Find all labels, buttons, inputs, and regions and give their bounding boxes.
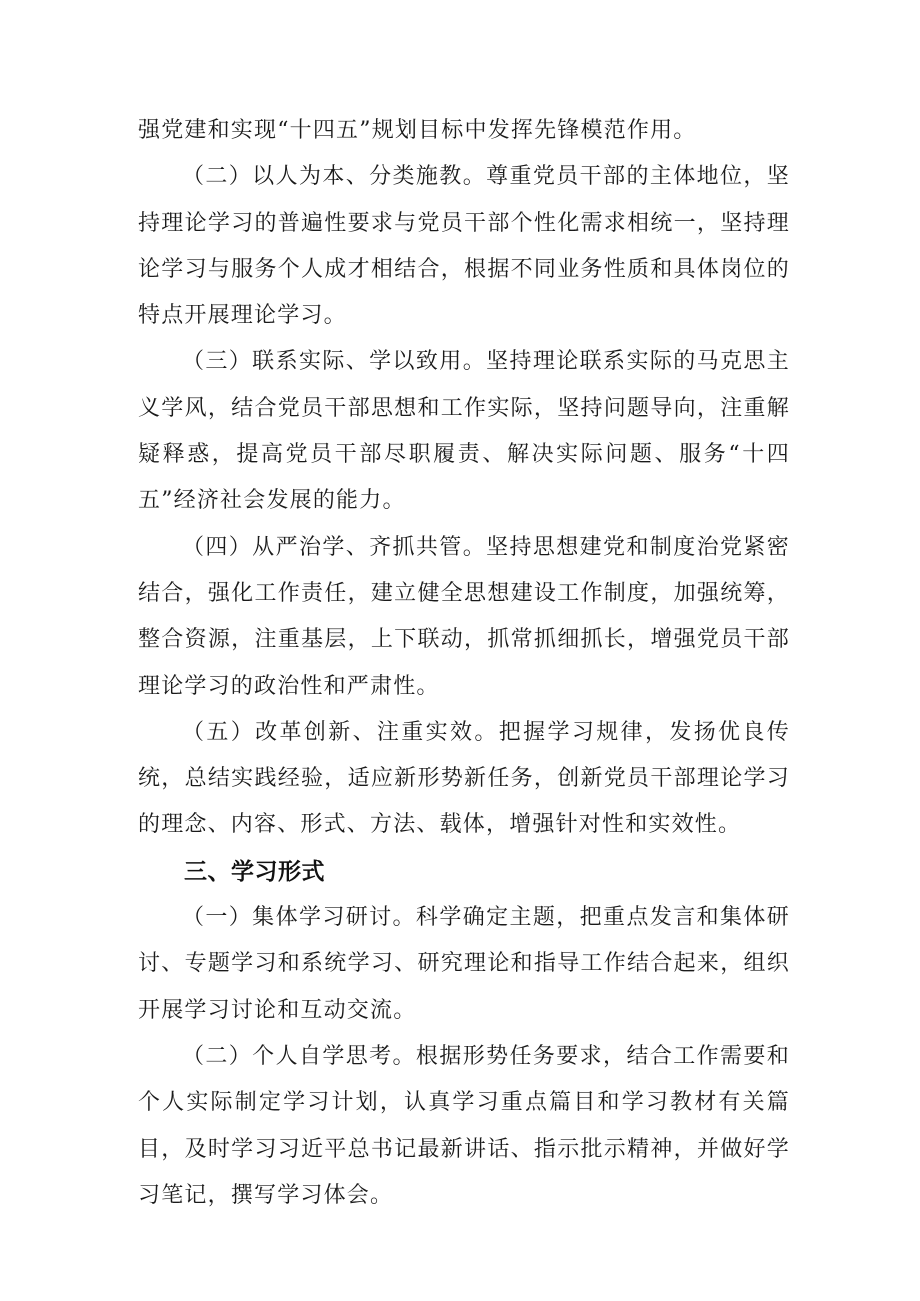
section-heading: 三、学习形式	[184, 858, 325, 885]
document-body	[138, 108, 790, 1219]
paragraph-lead: （五）改革创新、注重实效。	[182, 719, 499, 745]
paragraph-text: 根据形势任务要求，结合工作需要和个人实际制定学习计划，认真学习重点篇目和学习教材有关篇目，及时学习习近平总书记最新讲话、指示批示精神，并做好学习笔记，撰写学习体会。	[138, 1043, 790, 1208]
paragraph-form-2	[138, 1034, 790, 1219]
paragraph-text: 坚持思想建党和制度治党紧密结合，强化工作责任，建立健全思想建设工作制度，加强统筹，整合资源，注重基层，上下联动，抓常抓细抓长，增强党员干部理论学习的政治性和严肃性。	[138, 534, 790, 699]
paragraph-text: 把握学习规律，发扬优良传统，总结实践经验，适应新形势新任务，创新党员干部理论学习的理念、内容、形式、方法、载体，增强针对性和实效性。	[138, 719, 790, 838]
paragraph-text: 坚持理论联系实际的马克思主义学风，结合党员干部思想和工作实际，坚持问题导向，注重解疑释惑，提高党员干部尽职履责、解决实际问题、服务“十四五”经济社会发展的能力。	[138, 349, 790, 514]
paragraph-lead: （二）以人为本、分类施教。	[182, 164, 487, 190]
paragraph-text: 尊重党员干部的主体地位，坚持理论学习的普遍性要求与党员干部个性化需求相统一，坚持理论学习与服务个人成才相结合，根据不同业务性质和具体岗位的特点开展理论学习。	[138, 164, 790, 329]
paragraph-text: 科学确定主题，把重点发言和集体研讨、专题学习和系统学习、研究理论和指导工作结合起来，组织开展学习讨论和互动交流。	[138, 905, 790, 1023]
paragraph-principle-4	[138, 525, 790, 710]
paragraph-lead: （三）联系实际、学以致用。	[182, 349, 487, 375]
paragraph-lead: （二）个人自学思考。	[182, 1043, 416, 1069]
paragraph-text: 强党建和实现“十四五”规划目标中发挥先锋模范作用。	[138, 118, 697, 143]
paragraph-principle-2	[138, 154, 790, 339]
paragraph-principle-5	[138, 710, 790, 849]
paragraph-lead: （一）集体学习研讨。	[182, 905, 416, 931]
paragraph-continuation	[138, 108, 790, 154]
paragraph-lead: （四）从严治学、齐抓共管。	[182, 534, 487, 560]
paragraph-principle-3	[138, 339, 790, 524]
paragraph-form-1	[138, 895, 790, 1034]
